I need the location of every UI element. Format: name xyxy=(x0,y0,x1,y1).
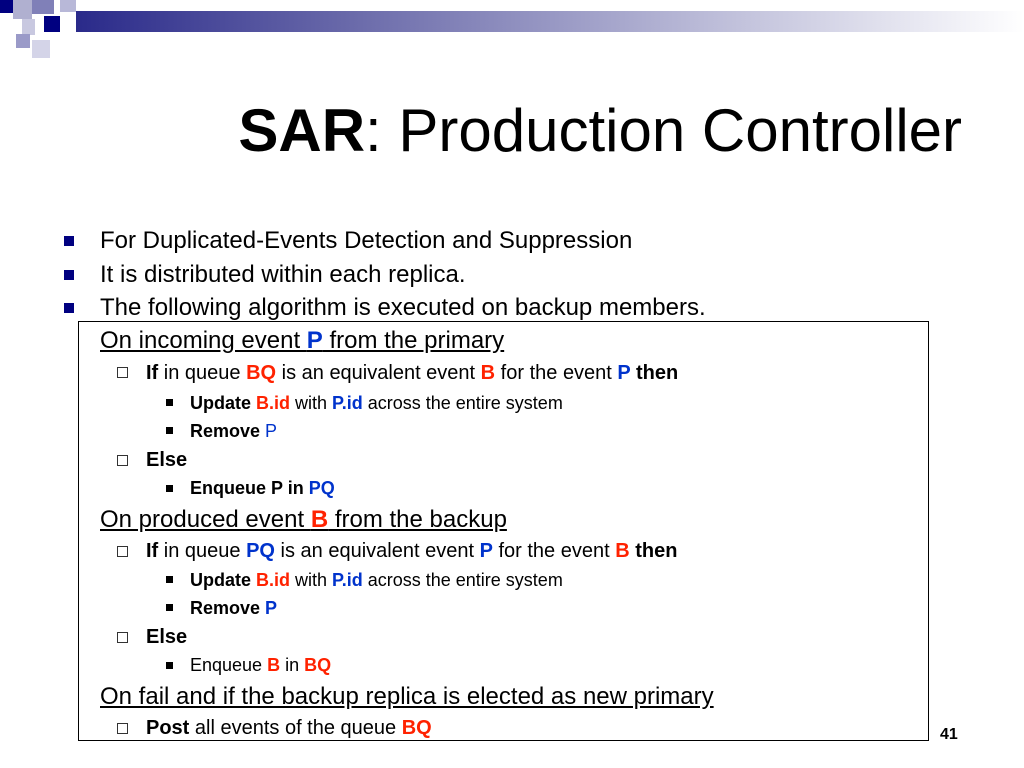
hollow-square-icon xyxy=(117,455,128,466)
bullet-item: The following algorithm is executed on backup members. xyxy=(62,291,706,325)
title-bold: SAR xyxy=(238,97,366,164)
decor-square xyxy=(13,0,32,19)
produced-remove-line: Remove P xyxy=(190,598,278,618)
incoming-remove-line: Remove P xyxy=(190,421,278,441)
title-gradient-bar xyxy=(76,11,1024,32)
produced-heading: On produced event B from the backup xyxy=(100,506,507,533)
hollow-square-icon xyxy=(117,367,128,378)
decor-square xyxy=(16,34,30,48)
incoming-enqueue-line: Enqueue P in PQ xyxy=(190,478,335,498)
small-square-bullet-icon xyxy=(166,485,173,492)
incoming-heading: On incoming event P from the primary xyxy=(100,327,505,354)
bullet-item: It is distributed within each replica. xyxy=(62,258,706,292)
title-rest: : Production Controller xyxy=(365,97,962,164)
hollow-square-icon xyxy=(117,723,128,734)
square-bullet-icon xyxy=(64,236,74,246)
small-square-bullet-icon xyxy=(166,427,173,434)
fail-post-line: Post all events of the queue BQ xyxy=(146,717,432,739)
decor-square xyxy=(44,16,60,32)
small-square-bullet-icon xyxy=(166,399,173,406)
small-square-bullet-icon xyxy=(166,604,173,611)
bullet-list xyxy=(62,224,706,325)
square-bullet-icon xyxy=(64,270,74,280)
produced-if-line: If in queue PQ is an equivalent event P for the event B then xyxy=(146,540,678,562)
decor-square xyxy=(0,0,13,13)
decor-square xyxy=(32,40,50,58)
produced-update-line: Update B.id with P.id across the entire system xyxy=(190,570,563,590)
fail-heading: On fail and if the backup replica is elected as new primary xyxy=(100,683,714,710)
hollow-square-icon xyxy=(117,546,128,557)
produced-else-line: Else xyxy=(146,626,188,648)
decor-square xyxy=(60,0,76,12)
small-square-bullet-icon xyxy=(166,576,173,583)
slide-title xyxy=(238,98,962,164)
decor-square xyxy=(32,0,54,14)
incoming-else-line: Else xyxy=(146,449,188,471)
hollow-square-icon xyxy=(117,632,128,643)
produced-enqueue-line: Enqueue B in BQ xyxy=(190,655,332,675)
bullet-item: For Duplicated-Events Detection and Suppression xyxy=(62,224,706,258)
small-square-bullet-icon xyxy=(166,662,173,669)
incoming-if-line: If in queue BQ is an equivalent event B for the event P then xyxy=(146,362,679,384)
decor-square xyxy=(22,19,35,35)
slide-number: 41 xyxy=(940,726,958,743)
incoming-update-line: Update B.id with P.id across the entire system xyxy=(190,393,563,413)
square-bullet-icon xyxy=(64,303,74,313)
